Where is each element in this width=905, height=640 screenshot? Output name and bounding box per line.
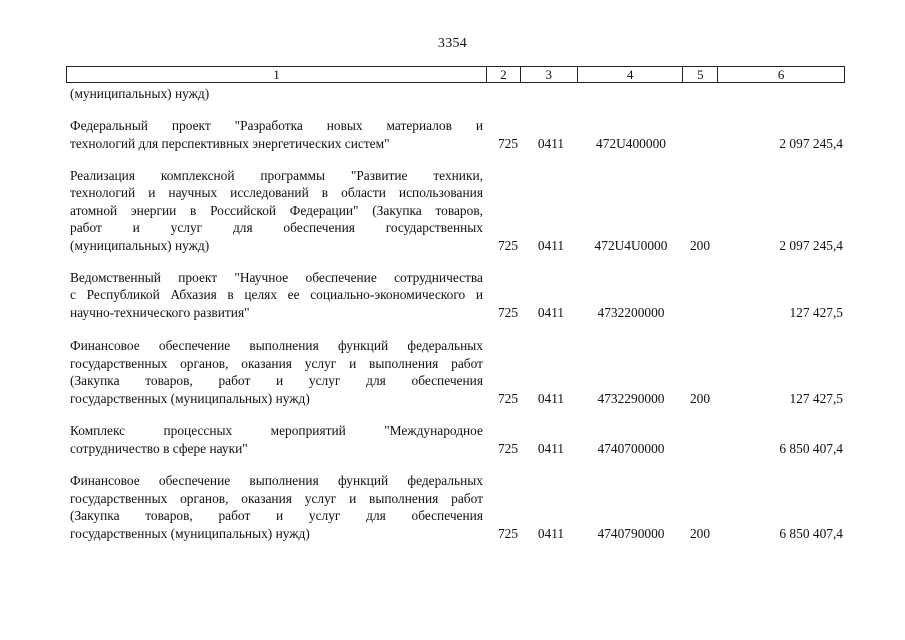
description-line: технологий для перспективных энергетических систем": [70, 135, 390, 151]
rz-cell: 0411: [537, 304, 565, 320]
rz-cell: 0411: [537, 440, 565, 456]
description-line: работ и услуг для обеспечения государственных: [70, 220, 483, 236]
description-line: государственных (муниципальных) нужд): [70, 525, 310, 541]
cs-cell: 4740790000: [597, 525, 665, 541]
description-line: (муниципальных) нужд): [70, 237, 210, 253]
page-number: 3354: [437, 36, 468, 51]
row-description: [70, 117, 483, 152]
row-description: [70, 269, 483, 322]
description-line: Реализация комплексной программы "Развитие техники,: [70, 167, 483, 183]
description-line: Финансовое обеспечение выполнения функций федеральных: [70, 338, 483, 354]
header-col-4: 4: [577, 67, 683, 82]
cs-cell: 4740700000: [597, 440, 665, 456]
rz-cell: 0411: [537, 390, 565, 406]
sum-cell: 6 850 407,4: [779, 525, 843, 541]
cs-cell: 4732290000: [597, 390, 665, 406]
description-line: государственных органов, оказания услуг и выполнения работ: [70, 355, 483, 371]
vr-cell: 200: [689, 237, 711, 253]
table-header: [66, 66, 845, 83]
sum-cell: 2 097 245,4: [779, 237, 843, 253]
row-description: [70, 472, 483, 542]
header-col-3: 3: [520, 67, 577, 82]
gr-cell: 725: [497, 525, 519, 541]
gr-cell: 725: [497, 237, 519, 253]
rz-cell: 0411: [537, 525, 565, 541]
description-line: Ведомственный проект "Научное обеспечение сотрудничества: [70, 269, 483, 285]
sum-cell: 2 097 245,4: [779, 135, 843, 151]
sum-cell: 6 850 407,4: [779, 440, 843, 456]
row-description: [70, 167, 483, 255]
gr-cell: 725: [497, 304, 519, 320]
description-line: технологий и научных исследований в области использования: [70, 185, 483, 201]
header-col-6: 6: [717, 67, 844, 82]
description-line: государственных органов, оказания услуг и выполнения работ: [70, 490, 483, 506]
description-line: Федеральный проект "Разработка новых материалов и: [70, 118, 483, 134]
rz-cell: 0411: [537, 135, 565, 151]
cs-cell: 4732200000: [597, 304, 665, 320]
continuation-text: (муниципальных) нужд): [70, 86, 210, 101]
description-line: сотрудничество в сфере науки": [70, 440, 248, 456]
cs-cell: 472U4U0000: [594, 237, 668, 253]
description-line: (Закупка товаров, работ и услуг для обеспечения: [70, 373, 483, 389]
cs-cell: 472U400000: [596, 135, 666, 151]
description-line: Финансовое обеспечение выполнения функций федеральных: [70, 473, 483, 489]
vr-cell: 200: [689, 525, 711, 541]
header-col-2: 2: [486, 67, 520, 82]
description-line: Комплекс процессных мероприятий "Международное: [70, 423, 483, 439]
description-line: государственных (муниципальных) нужд): [70, 390, 310, 406]
description-line: с Республикой Абхазия в целях ее социально-экономического и: [70, 287, 483, 303]
gr-cell: 725: [497, 390, 519, 406]
description-line: атомной энергии в Российской Федерации" (Закупка товаров,: [70, 202, 483, 218]
description-line: научно-технического развития": [70, 304, 250, 320]
row-description: [70, 337, 483, 407]
description-line: (Закупка товаров, работ и услуг для обеспечения: [70, 508, 483, 524]
sum-cell: 127 427,5: [789, 304, 843, 320]
row-description: [70, 422, 483, 457]
header-col-5: 5: [682, 67, 717, 82]
vr-cell: 200: [689, 390, 711, 406]
rz-cell: 0411: [537, 237, 565, 253]
gr-cell: 725: [497, 135, 519, 151]
sum-cell: 127 427,5: [789, 390, 843, 406]
header-col-1: 1: [273, 67, 280, 82]
gr-cell: 725: [497, 440, 519, 456]
